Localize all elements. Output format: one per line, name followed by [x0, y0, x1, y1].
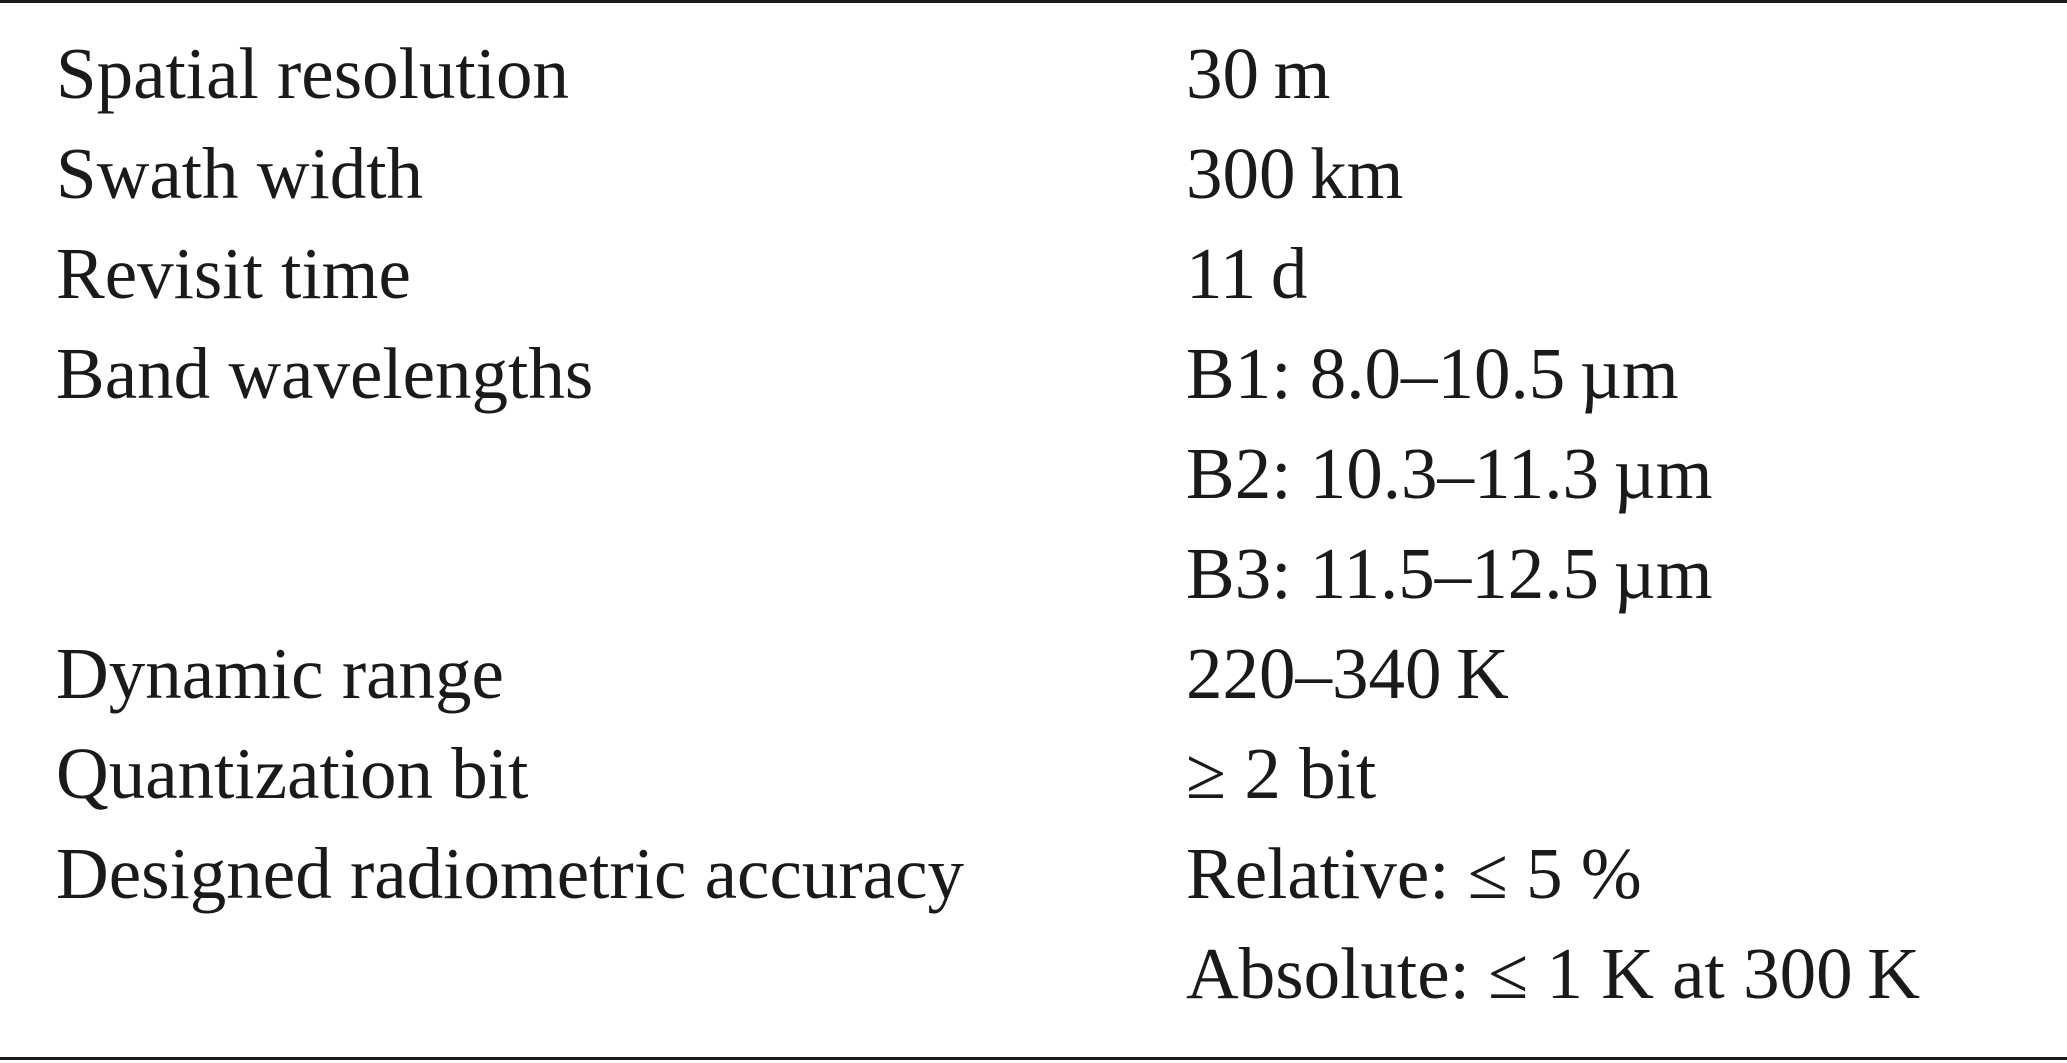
- value-cell: ≥ 2 bit: [1186, 733, 1377, 814]
- value-cell: B1: 8.0–10.5 µm: [1186, 333, 1679, 414]
- table-row: [0, 424, 2067, 524]
- parameter-cell: Dynamic range: [56, 633, 504, 714]
- value-cell: Relative: ≤ 5 %: [1186, 833, 1642, 914]
- table-row: [0, 824, 2067, 924]
- value-cell: 300 km: [1186, 133, 1404, 214]
- table-row: [0, 24, 2067, 124]
- parameter-cell: Band wavelengths: [56, 333, 594, 414]
- parameter-cell: Revisit time: [56, 233, 411, 314]
- bottom-rule: [0, 1057, 2067, 1060]
- table-row: [0, 224, 2067, 324]
- value-cell: 220–340 K: [1186, 633, 1509, 714]
- value-cell: Absolute: ≤ 1 K at 300 K: [1186, 933, 1920, 1014]
- table-row: [0, 324, 2067, 424]
- value-cell: 11 d: [1186, 233, 1308, 314]
- parameter-cell: Quantization bit: [56, 733, 529, 814]
- parameter-cell: Swath width: [56, 133, 424, 214]
- table-row: [0, 924, 2067, 1024]
- value-cell: B3: 11.5–12.5 µm: [1186, 533, 1713, 614]
- parameter-cell: Designed radiometric accuracy: [56, 833, 964, 914]
- parameter-cell: Spatial resolution: [56, 33, 569, 114]
- table-row: [0, 624, 2067, 724]
- table-row: [0, 724, 2067, 824]
- table-row: [0, 124, 2067, 224]
- value-cell: B2: 10.3–11.3 µm: [1186, 433, 1713, 514]
- value-cell: 30 m: [1186, 33, 1331, 114]
- table-row: [0, 524, 2067, 624]
